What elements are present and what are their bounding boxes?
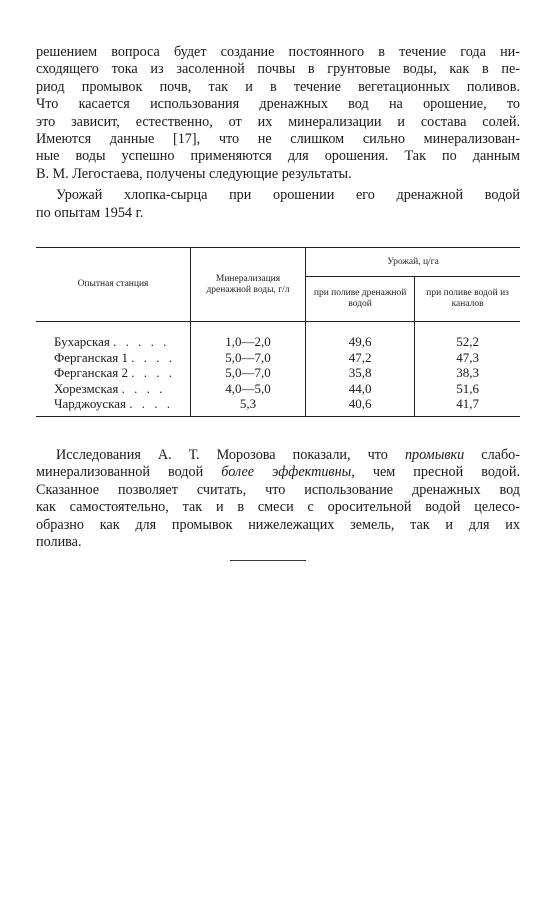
cell-yield-drainage: 44,0: [306, 381, 415, 397]
cell-yield-canal: 47,3: [415, 350, 520, 366]
caption-line: по опытам 1954 г.: [36, 204, 144, 221]
header-yield-group-text: Урожай, ц/га: [387, 256, 439, 267]
cell-mineralization: 5,0—7,0: [191, 365, 306, 381]
station-name: Хорезмская: [54, 380, 119, 396]
leader-dots: . . . .: [131, 349, 175, 365]
text-run: слабо-: [464, 447, 521, 464]
cell-yield-canal: 51,6: [415, 381, 520, 397]
header-yield-group: [306, 248, 521, 277]
text-line: [36, 447, 520, 464]
station-name: Ферганская 1: [54, 349, 128, 365]
cell-station: [36, 322, 191, 350]
text-line: ные воды успешно применяются для орошения. Так по данным: [36, 148, 520, 165]
leader-dots: . . . .: [129, 396, 173, 412]
end-rule: [230, 560, 306, 561]
text-line: риод промывок почв, так и в течение вегетационных поливов.: [36, 78, 520, 95]
table-row: [36, 365, 520, 381]
text-line: образно как для промывок нижележащих земель, так и для их: [36, 516, 520, 533]
header-yield-canal: при поливе водой из каналов: [415, 277, 520, 322]
table-row: [36, 381, 520, 397]
cell-yield-canal: 41,7: [415, 396, 520, 416]
leader-dots: . . . .: [131, 365, 175, 381]
cell-yield-canal: 38,3: [415, 365, 520, 381]
emphasis: промывки: [404, 447, 465, 464]
text-line: решением вопроса будет создание постоянного в течение года ни-: [36, 44, 520, 60]
text-line: полива.: [36, 534, 82, 551]
station-name: Бухарская: [54, 334, 110, 350]
cell-station: [36, 350, 191, 366]
cell-yield-drainage: 49,6: [306, 322, 415, 350]
text-line: как самостоятельно, так и в смеси с оросительной водой целесо-: [36, 499, 520, 516]
page-content: [36, 44, 520, 551]
cell-mineralization: 5,3: [191, 396, 306, 416]
text-line: Что касается использования дренажных вод на орошение, то: [36, 96, 520, 113]
table-caption: [36, 187, 520, 222]
header-station: Опытная станция: [36, 248, 191, 322]
text-line: В. М. Легостаева, получены следующие результаты.: [36, 165, 352, 182]
station-name: Ферганская 2: [54, 365, 128, 381]
cell-station: [36, 396, 191, 416]
paragraph-1: [36, 44, 520, 183]
paragraph-2: [36, 447, 520, 551]
cell-mineralization: 1,0—2,0: [191, 322, 306, 350]
table-row: [36, 350, 520, 366]
cell-station: [36, 365, 191, 381]
text-run: Исследования А. Т. Морозова показали, что: [56, 447, 405, 464]
yield-table: [36, 247, 520, 417]
caption-line: Урожай хлопка-сырца при орошении его дренажной водой: [56, 187, 520, 204]
table-row: [36, 322, 520, 350]
emphasis: более эффективны: [221, 464, 352, 481]
header-mineralization: Минерализация дренажной воды, г/л: [191, 248, 306, 322]
cell-yield-drainage: 40,6: [306, 396, 415, 416]
cell-mineralization: 4,0—5,0: [191, 381, 306, 397]
text-line: [36, 464, 520, 481]
station-name: Чарджоуская: [54, 396, 126, 412]
cell-yield-drainage: 35,8: [306, 365, 415, 381]
table-row: [36, 396, 520, 416]
cell-station: [36, 381, 191, 397]
text-line: Имеются данные [17], что не слишком сильно минерализован-: [36, 131, 520, 148]
leader-dots: . . . .: [121, 380, 166, 396]
cell-mineralization: 5,0—7,0: [191, 350, 306, 366]
text-run: минерализованной водой: [36, 464, 222, 481]
text-line: это зависит, естественно, от их минерализации и состава солей.: [36, 113, 520, 130]
leader-dots: . . . . .: [113, 334, 170, 350]
cell-yield-drainage: 47,2: [306, 350, 415, 366]
text-line: сходящего тока из засоленной почвы в грунтовые воды, как в пе-: [36, 61, 520, 78]
text-run: , чем пресной водой.: [351, 464, 520, 481]
text-line: Сказанное позволяет считать, что использование дренажных вод: [36, 481, 520, 498]
cell-yield-canal: 52,2: [415, 322, 520, 350]
header-yield-drainage: при поливе дренажной водой: [306, 277, 415, 322]
